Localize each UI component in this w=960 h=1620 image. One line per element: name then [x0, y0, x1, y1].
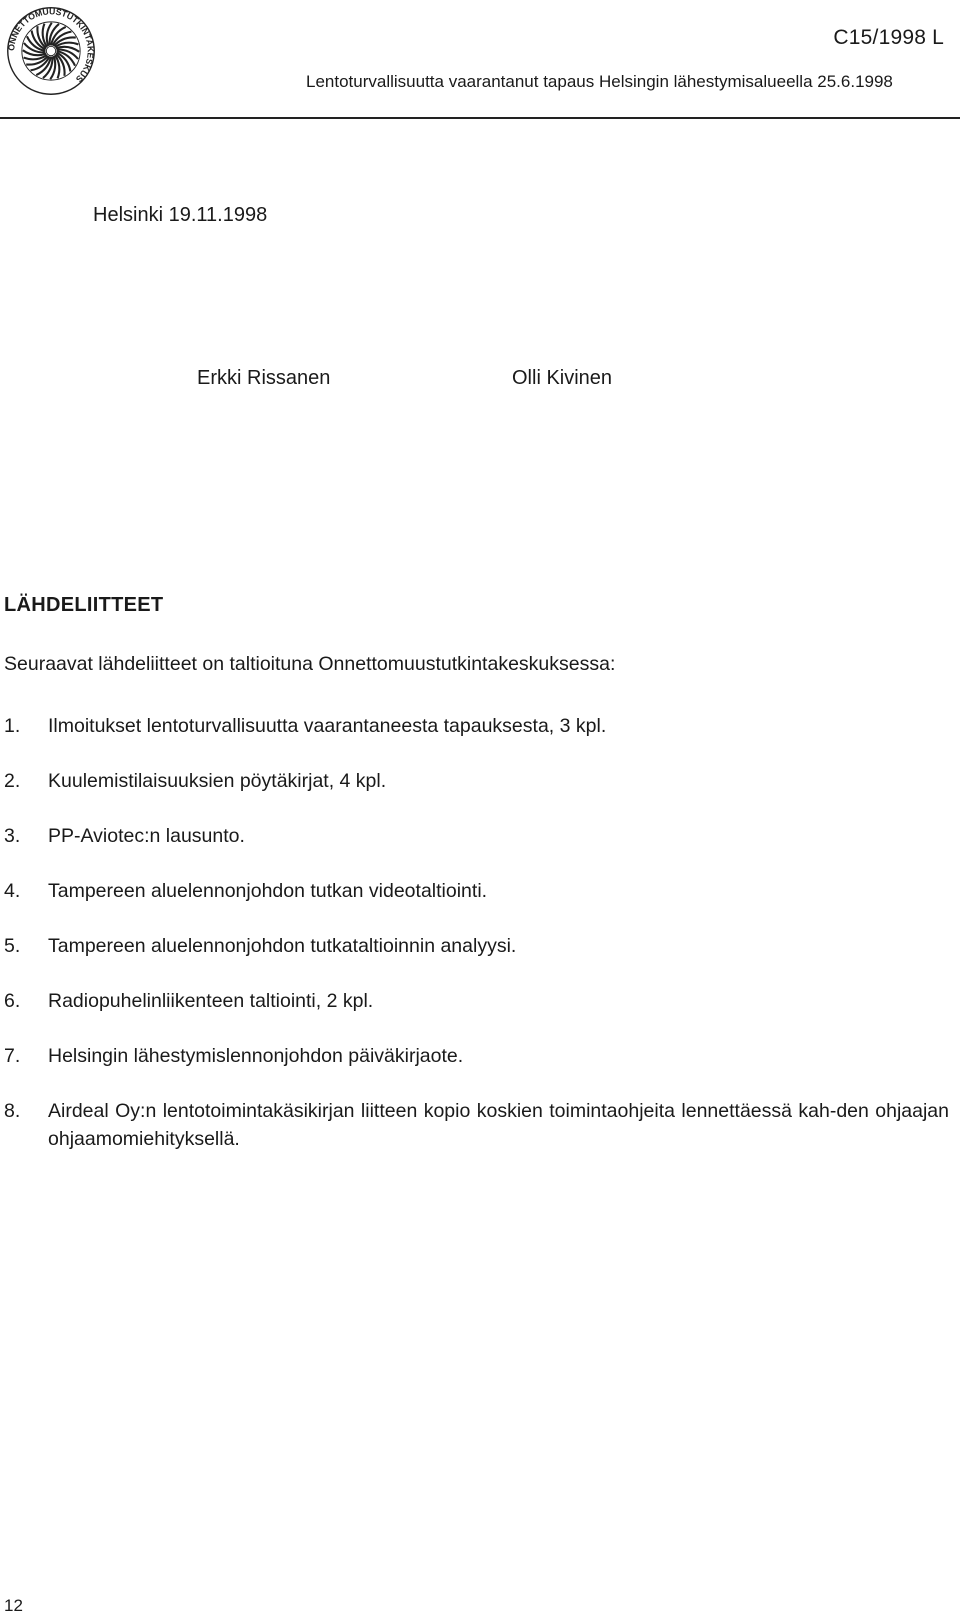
attachment-item	[4, 932, 949, 960]
page-number: 12	[4, 1596, 23, 1615]
attachment-item	[4, 767, 949, 795]
document-id: C15/1998 L	[833, 26, 944, 49]
attachment-item	[4, 987, 949, 1015]
onnettomuustutkintakeskus-seal-icon	[4, 4, 98, 98]
section-heading: LÄHDELIITTEET	[4, 594, 164, 616]
svg-text:ONNETTOMUUSTUTKINTAKESKUS: ONNETTOMUUSTUTKINTAKESKUS	[6, 6, 96, 85]
attachment-text: Kuulemistilaisuuksien pöytäkirjat, 4 kpl.	[48, 770, 387, 792]
place-and-date: Helsinki 19.11.1998	[93, 204, 268, 226]
attachment-text: Tampereen aluelennonjohdon tutkan videotaltiointi.	[48, 880, 488, 902]
attachment-number: 4.	[4, 880, 21, 902]
attachment-item	[4, 1042, 949, 1070]
signer-name: Erkki Rissanen	[197, 367, 331, 389]
attachment-text: Ilmoitukset lentoturvallisuutta vaarantaneesta tapauksesta, 3 kpl.	[48, 715, 607, 737]
attachment-number: 5.	[4, 935, 21, 957]
attachment-text: Tampereen aluelennonjohdon tutkataltioinnin analyysi.	[48, 935, 517, 957]
attachment-list	[4, 712, 949, 1180]
attachment-number: 3.	[4, 825, 21, 847]
attachment-text: Helsingin lähestymislennonjohdon päiväkirjaote.	[48, 1045, 464, 1067]
attachment-number: 6.	[4, 990, 21, 1012]
document-subtitle: Lentoturvallisuutta vaarantanut tapaus Helsingin lähestymisalueella 25.6.1998	[306, 72, 893, 91]
attachment-number: 7.	[4, 1045, 21, 1067]
attachment-item	[4, 712, 949, 740]
attachment-text: Radiopuhelinliikenteen taltiointi, 2 kpl.	[48, 990, 374, 1012]
attachment-number: 8.	[4, 1100, 21, 1122]
attachment-item	[4, 1097, 949, 1153]
signer-name: Olli Kivinen	[512, 367, 613, 389]
attachment-text: Airdeal Oy:n lentotoimintakäsikirjan liitteen kopio koskien toimintaohjeita lennettäessä kah-den ohjaajan ohjaamomiehityksellä.	[48, 1100, 949, 1150]
attachment-item	[4, 877, 949, 905]
header-divider	[0, 117, 960, 119]
attachment-number: 2.	[4, 770, 21, 792]
attachment-item	[4, 822, 949, 850]
attachment-text: PP-Aviotec:n lausunto.	[48, 825, 245, 847]
attachment-number: 1.	[4, 715, 21, 737]
section-intro: Seuraavat lähdeliitteet on taltioituna Onnettomuustutkintakeskuksessa:	[4, 653, 616, 675]
